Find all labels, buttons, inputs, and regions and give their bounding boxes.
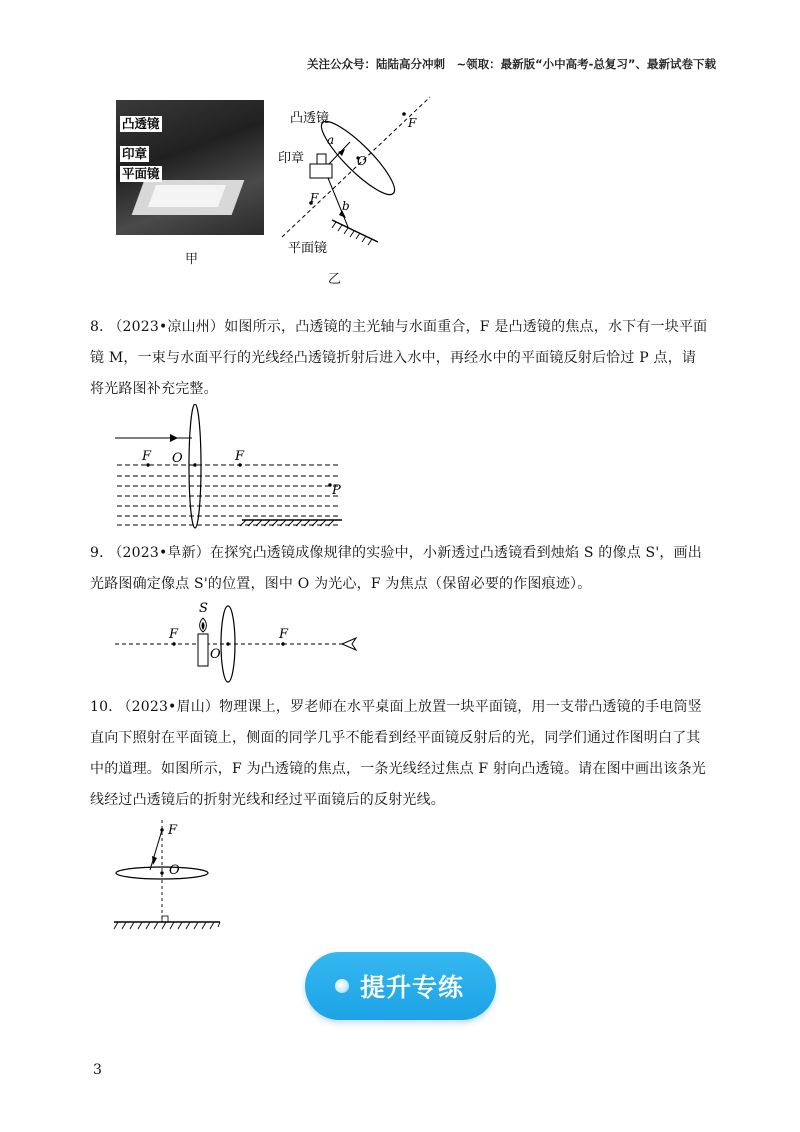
label-mirror: 平面镜 — [288, 241, 328, 256]
label-f-right: F — [235, 449, 245, 464]
label-stamp: 印章 — [278, 151, 305, 166]
question-number: 9． — [90, 545, 114, 561]
caption-jia: 甲 — [185, 252, 199, 267]
caption-yi: 乙 — [328, 272, 342, 287]
label-f-right: F — [279, 627, 289, 642]
label-f-bottom: F — [310, 191, 319, 205]
photo-label-stamp: 印章 — [122, 146, 148, 161]
lens-stamp-diagram — [270, 92, 450, 292]
bubble-icon — [335, 979, 349, 993]
page-header: 关注公众号：陆陆高分冲刺 ~领取：最新版“小中高考-总复习”、最新试卷下载 — [306, 57, 716, 71]
question-number: 10． — [90, 699, 123, 715]
practice-banner-button[interactable] — [305, 952, 496, 1020]
question-text: （2023•阜新）在探究凸透镜成像规律的实验中，小新透过凸透镜看到烛焰 S 的像点 S'，画出光路图确定像点 S'的位置，图中 O 为光心，F 为焦点（保留必要的作图痕迹）。 — [90, 545, 702, 592]
photo-paper — [148, 185, 226, 207]
question-9 — [90, 538, 710, 600]
question-text: （2023•眉山）物理课上，罗老师在水平桌面上放置一块平面镜，用一支带凸透镜的手电筒竖直向下照射在平面镜上，侧面的同学几乎不能看到经平面镜反射后的光，同学们通过作图明白了其中的道理。如图所示，F 为凸透镜的焦点，一条光线经过焦点 F 射向凸透镜。请在图中画出该条光线经过凸透镜后的折射光线和经过平面镜后的反射光线。 — [90, 699, 706, 808]
label-p: P — [332, 483, 341, 498]
label-o: O — [210, 647, 221, 662]
label-o: O — [169, 863, 180, 878]
question-10 — [90, 692, 710, 816]
photo-label-lens: 凸透镜 — [122, 116, 160, 131]
question-8 — [90, 312, 710, 405]
label-s: S — [199, 601, 208, 616]
question-text: （2023•凉山州）如图所示，凸透镜的主光轴与水面重合，F 是凸透镜的焦点，水下有一块平面镜 M，一束与水面平行的光线经凸透镜折射后进入水中，再经水中的平面镜反射后恰过 P 点，请将光路图补充完整。 — [90, 319, 708, 397]
candle-lens-diagram — [112, 596, 362, 686]
page-number: 3 — [93, 1062, 102, 1078]
practice-banner-label: 提升专练 — [360, 973, 465, 1002]
label-b: b — [342, 199, 350, 213]
label-f-top: F — [408, 116, 417, 130]
label-f: F — [168, 823, 178, 838]
label-a: a — [327, 133, 335, 147]
water-lens-diagram — [112, 404, 347, 532]
label-o: O — [357, 154, 367, 168]
flashlight-mirror-diagram — [112, 816, 227, 940]
experiment-photo — [116, 100, 264, 235]
label-f-left: F — [169, 627, 179, 642]
label-lens: 凸透镜 — [290, 111, 330, 126]
question-number: 8． — [90, 319, 114, 335]
label-f-left: F — [142, 449, 152, 464]
photo-label-mirror: 平面镜 — [122, 166, 160, 181]
label-o: O — [172, 451, 183, 466]
